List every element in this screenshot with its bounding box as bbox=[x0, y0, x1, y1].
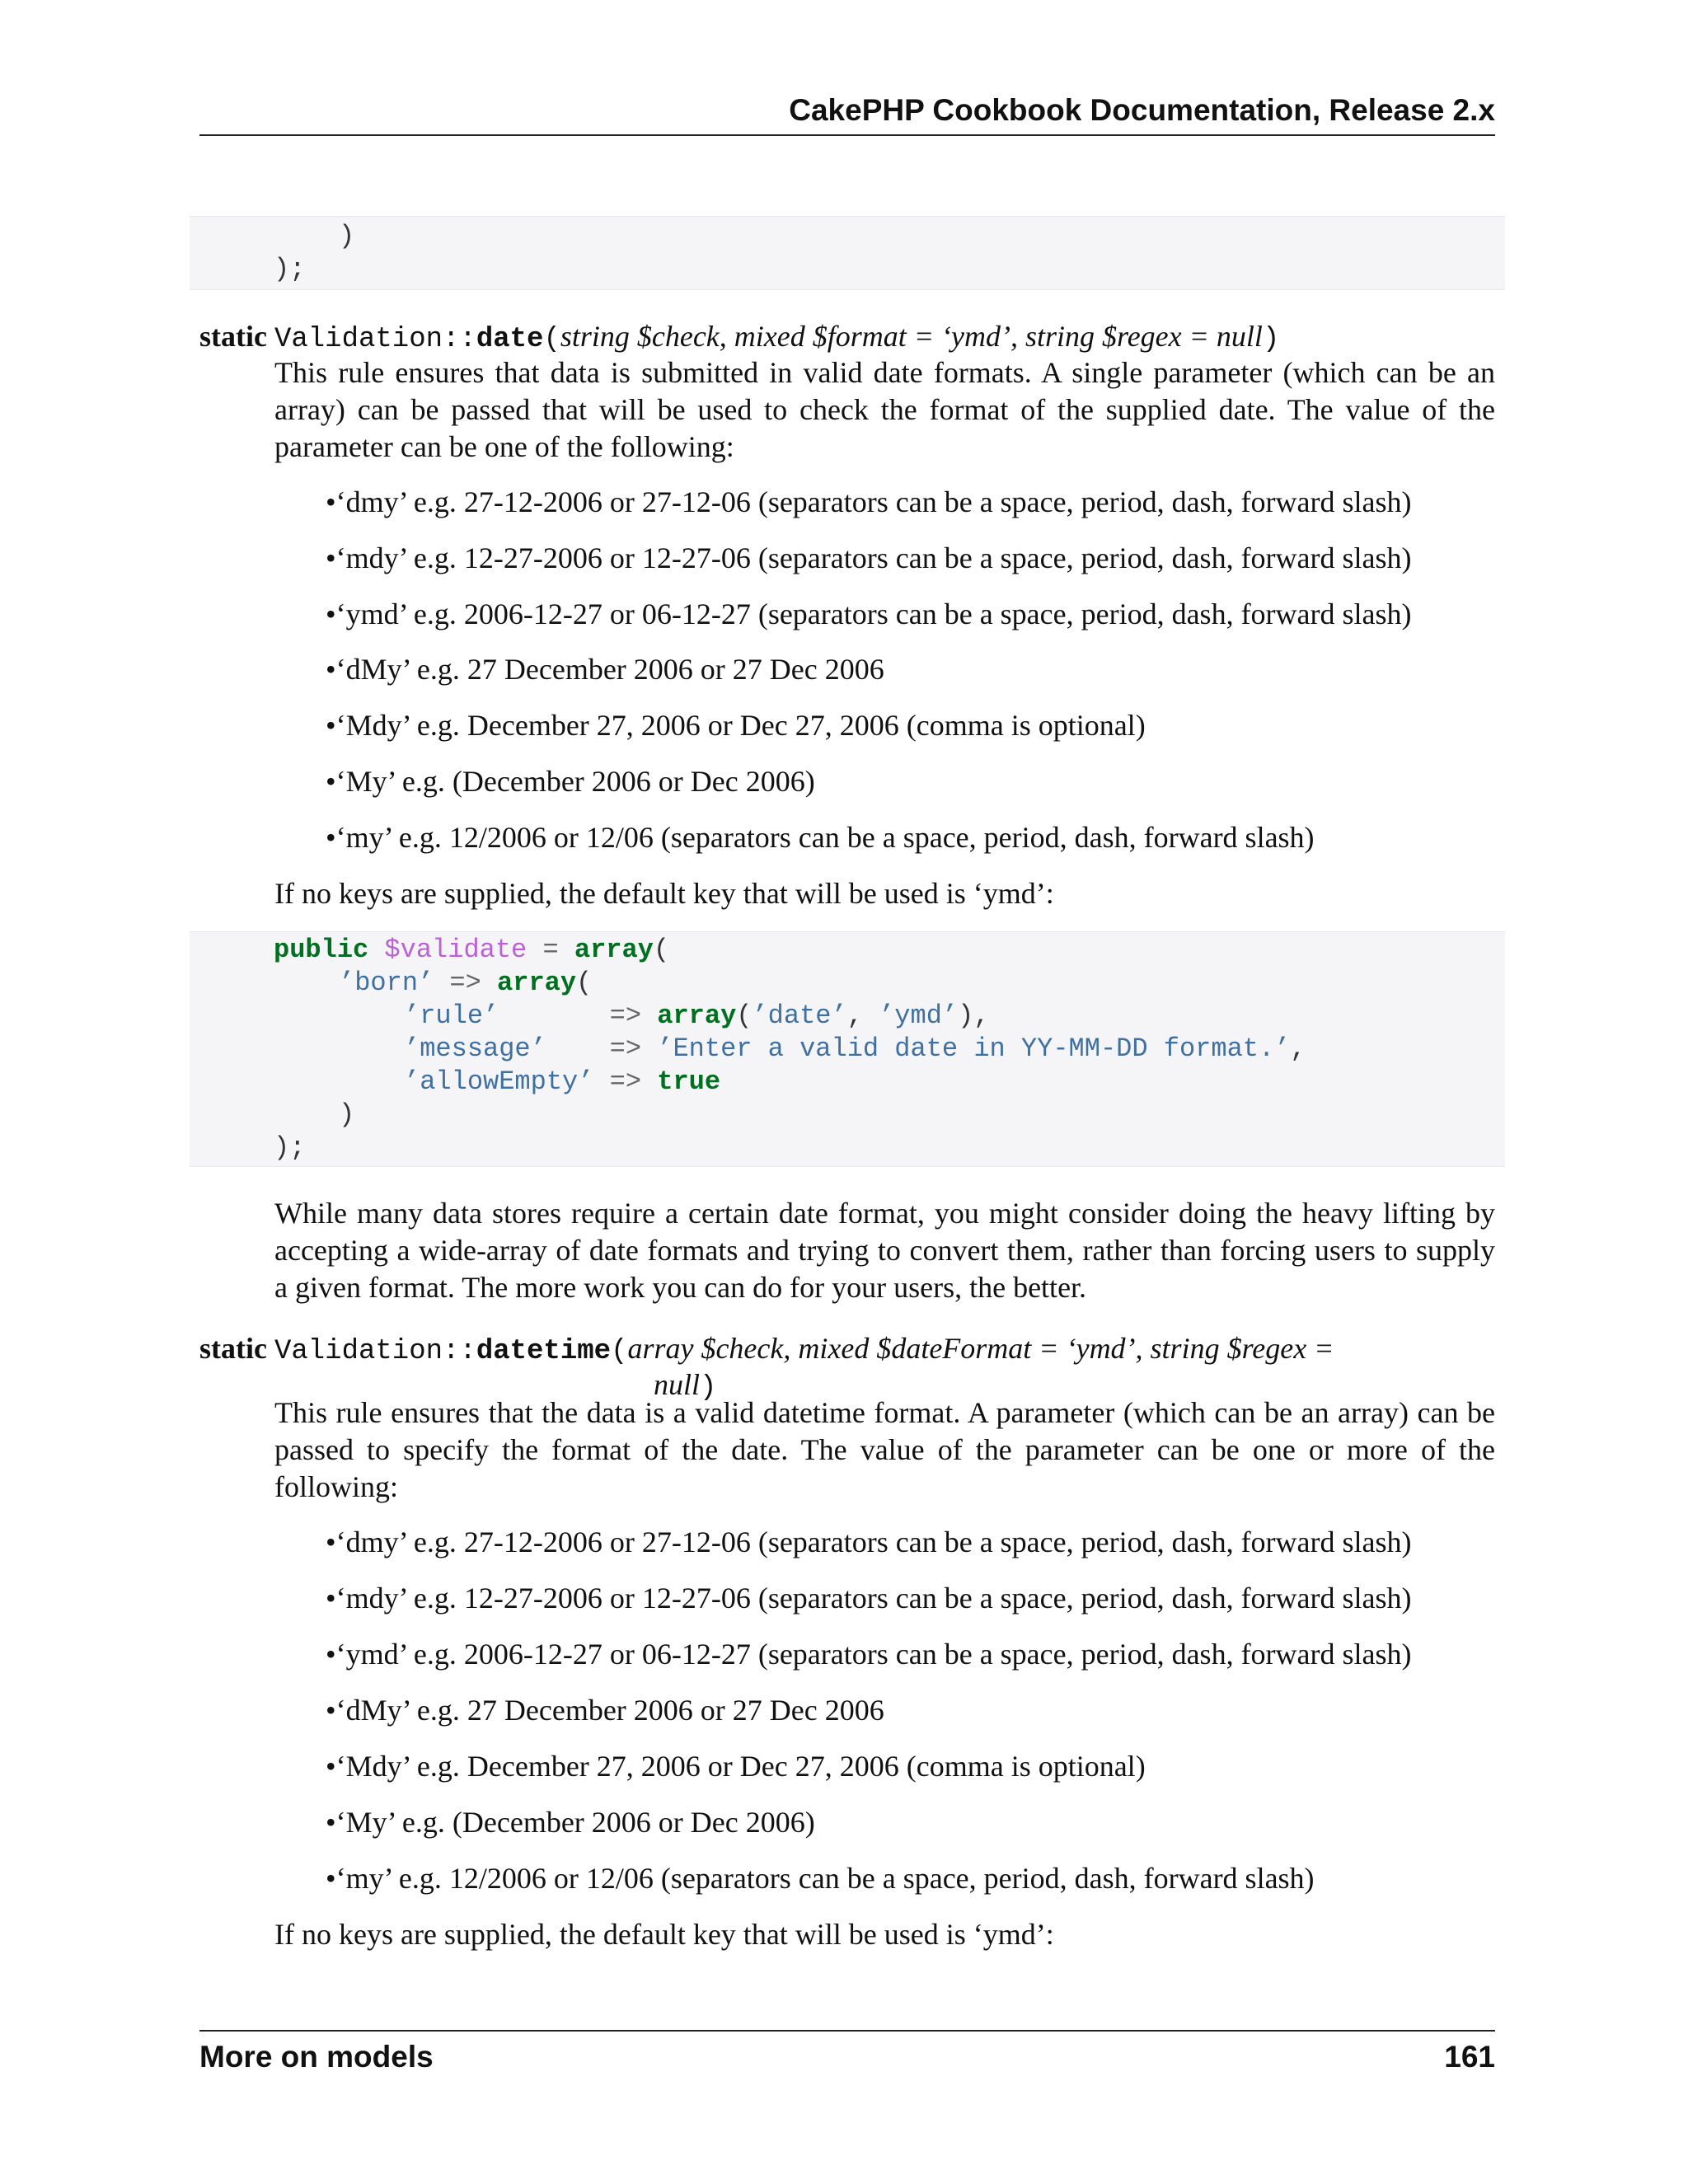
list-item: •‘dMy’ e.g. 27 December 2006 or 27 Dec 2006 bbox=[326, 653, 884, 686]
code-line bbox=[339, 967, 592, 1000]
list-item: •‘ymd’ e.g. 2006-12-27 or 06-12-27 (separators can be a space, period, dash, forward slash) bbox=[326, 598, 1412, 630]
datetime-default-note: If no keys are supplied, the default key that will be used is ‘ymd’: bbox=[274, 1918, 1054, 1951]
list-item: •‘My’ e.g. (December 2006 or Dec 2006) bbox=[326, 765, 815, 798]
string-born: ’born’ bbox=[339, 968, 434, 998]
list-item: •‘dmy’ e.g. 27-12-2006 or 27-12-06 (separators can be a space, period, dash, forward slash) bbox=[326, 1526, 1412, 1558]
date-default-note: If no keys are supplied, the default key that will be used is ‘ymd’: bbox=[274, 877, 1054, 910]
list-item: •‘mdy’ e.g. 12-27-2006 or 12-27-06 (separators can be a space, period, dash, forward slash) bbox=[326, 1582, 1412, 1615]
method-name: date bbox=[476, 324, 544, 355]
paren-close: ), bbox=[958, 1001, 990, 1031]
operator: => bbox=[499, 1001, 658, 1031]
code-paren: ); bbox=[274, 254, 306, 284]
variable-validate: $validate bbox=[384, 935, 528, 965]
comma: , bbox=[1290, 1033, 1306, 1064]
code-line bbox=[274, 934, 669, 967]
string-date: ’date’ bbox=[752, 1001, 847, 1031]
keyword-true: true bbox=[657, 1066, 721, 1097]
operator: => bbox=[593, 1066, 658, 1097]
header-rule bbox=[199, 134, 1495, 136]
code-block-example bbox=[190, 931, 1505, 1167]
code-line bbox=[339, 220, 354, 253]
operator: => bbox=[434, 968, 498, 998]
comma: , bbox=[846, 1001, 879, 1031]
footer-rule bbox=[199, 2030, 1495, 2032]
operator: => bbox=[546, 1033, 658, 1064]
method-params: string $check, mixed $format = ‘ymd’, string $regex = null bbox=[560, 320, 1263, 353]
keyword-public: public bbox=[274, 935, 369, 965]
code-line bbox=[274, 253, 305, 286]
list-item: •‘my’ e.g. 12/2006 or 12/06 (separators can be a space, period, dash, forward slash) bbox=[326, 821, 1315, 854]
paren-open: ( bbox=[611, 1336, 628, 1367]
method-params-cont: null bbox=[654, 1368, 701, 1401]
code-paren: ) bbox=[339, 221, 355, 251]
class-name: Validation:: bbox=[274, 324, 476, 355]
date-description: This rule ensures that data is submitted in valid date formats. A single parameter (which can be an array) can be passed that will be used to check the format of the supplied date. The value of the parameter can be one of the following: bbox=[274, 356, 1495, 463]
method-params: array $check, mixed $dateFormat = ‘ymd’, string $regex = bbox=[627, 1332, 1334, 1365]
footer-section-title: More on models bbox=[199, 2040, 434, 2074]
string-message: ’message’ bbox=[404, 1033, 546, 1064]
class-name: Validation:: bbox=[274, 1336, 476, 1367]
code-line bbox=[404, 1066, 720, 1099]
method-signature-datetime bbox=[199, 1330, 1495, 1370]
static-keyword: static bbox=[199, 320, 267, 353]
paren-close: ) bbox=[339, 1099, 355, 1130]
list-item: •‘dmy’ e.g. 27-12-2006 or 27-12-06 (separators can be a space, period, dash, forward slash) bbox=[326, 485, 1412, 518]
keyword-array: array bbox=[574, 935, 654, 965]
operator: = bbox=[527, 935, 574, 965]
paren-close: ); bbox=[274, 1132, 306, 1163]
after-code-paragraph: While many data stores require a certain date format, you might consider doing the heavy lifting by accepting a wide-array of date formats and trying to convert them, rather than forcing users to supply a given format. The more work you can do for your users, the better. bbox=[274, 1197, 1495, 1304]
keyword-array: array bbox=[497, 968, 577, 998]
list-item: •‘dMy’ e.g. 27 December 2006 or 27 Dec 2006 bbox=[326, 1694, 884, 1727]
method-signature-date bbox=[199, 318, 1495, 358]
list-item: •‘My’ e.g. (December 2006 or Dec 2006) bbox=[326, 1806, 815, 1839]
code-line bbox=[274, 1132, 305, 1165]
keyword-array: array bbox=[657, 1001, 737, 1031]
datetime-description: This rule ensures that the data is a valid datetime format. A parameter (which can be an array) can be passed to specify the format of the date. The value of the parameter can be one or more of the following: bbox=[274, 1396, 1495, 1503]
string-rule: ’rule’ bbox=[404, 1001, 499, 1031]
paren-close: ) bbox=[1262, 324, 1280, 355]
list-item: •‘my’ e.g. 12/2006 or 12/06 (separators can be a space, period, dash, forward slash) bbox=[326, 1862, 1315, 1895]
running-header: CakePHP Cookbook Documentation, Release 2.x bbox=[789, 93, 1495, 127]
code-line bbox=[339, 1099, 354, 1132]
paren-open: ( bbox=[653, 935, 670, 965]
code-block-top bbox=[190, 216, 1505, 290]
string-allow-empty: ’allowEmpty’ bbox=[404, 1066, 594, 1097]
paren-open: ( bbox=[543, 324, 560, 355]
list-item: •‘Mdy’ e.g. December 27, 2006 or Dec 27, 2006 (comma is optional) bbox=[326, 1750, 1146, 1783]
list-item: •‘mdy’ e.g. 12-27-2006 or 12-27-06 (separators can be a space, period, dash, forward slash) bbox=[326, 541, 1412, 574]
code-line bbox=[404, 1033, 1306, 1066]
string-message-value: ’Enter a valid date in YY-MM-DD format.’ bbox=[657, 1033, 1291, 1064]
list-item: •‘ymd’ e.g. 2006-12-27 or 06-12-27 (separators can be a space, period, dash, forward slash) bbox=[326, 1638, 1412, 1671]
static-keyword: static bbox=[199, 1332, 267, 1365]
list-item: •‘Mdy’ e.g. December 27, 2006 or Dec 27, 2006 (comma is optional) bbox=[326, 709, 1146, 742]
method-name: datetime bbox=[476, 1336, 612, 1367]
paren-close: ) bbox=[700, 1372, 717, 1404]
paren-open: ( bbox=[736, 1001, 753, 1031]
code-line bbox=[404, 1000, 990, 1033]
paren-open: ( bbox=[576, 968, 593, 998]
page-number: 161 bbox=[1444, 2040, 1495, 2074]
string-ymd: ’ymd’ bbox=[879, 1001, 959, 1031]
